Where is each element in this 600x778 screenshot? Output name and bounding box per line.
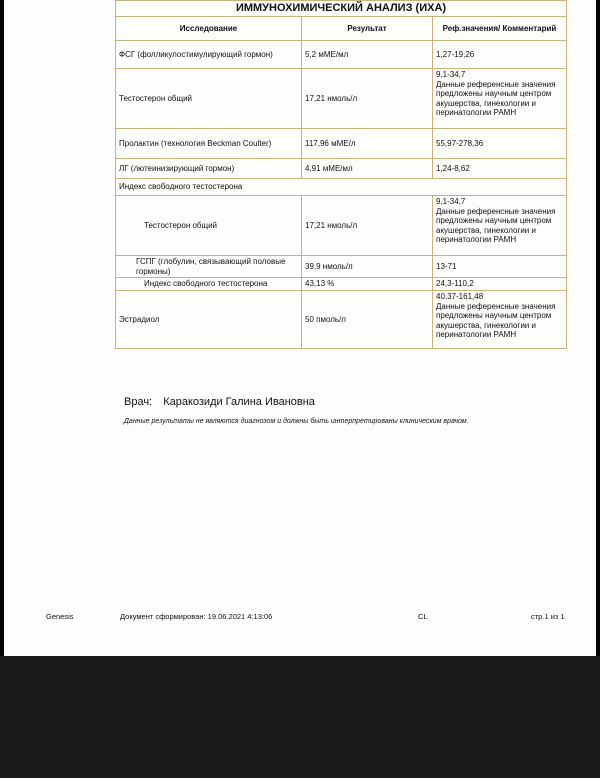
table-row — [116, 196, 567, 256]
footer-code: CL — [418, 612, 428, 621]
table-header-row — [116, 17, 567, 41]
dark-background — [0, 656, 600, 778]
test-name: Тестостерон общий — [116, 69, 302, 129]
test-result: 4,91 мМЕ/мл — [302, 159, 433, 179]
ref-comment: Данные референсные значения предложены научным центром акушерства, гинекологии и перинатологии РАМН — [436, 79, 556, 117]
test-name: Пролактин (технология Beckman Coulter) — [116, 129, 302, 159]
test-ref: 1,27-19,26 — [433, 41, 567, 69]
table-row — [116, 291, 567, 349]
doctor-name: Каракозиди Галина Ивановна — [163, 396, 315, 408]
table-row — [116, 69, 567, 129]
test-result: 43,13 % — [302, 278, 433, 291]
table-row — [116, 159, 567, 179]
test-ref — [433, 291, 567, 349]
header-ref: Реф.значения/ Комментарий — [433, 17, 567, 41]
test-result: 17,21 нмоль/л — [302, 69, 433, 129]
table-row — [116, 129, 567, 159]
test-ref — [433, 196, 567, 256]
test-result: 17,21 нмоль/л — [302, 196, 433, 256]
ref-range: 40,37-161,48 — [436, 292, 484, 301]
doctor-line — [124, 396, 315, 408]
ref-range: 9,1-34,7 — [436, 70, 466, 79]
test-name: Тестостерон общий — [116, 196, 302, 256]
disclaimer: Данные результаты не являются диагнозом и должны быть интерпретированы клиническим врачом. — [124, 418, 469, 425]
header-result: Результат — [302, 17, 433, 41]
test-name: Эстрадиол — [116, 291, 302, 349]
ref-range: 9,1-34,7 — [436, 197, 466, 206]
footer-lab: Genesis — [46, 612, 74, 621]
footer-generated: Документ сформирован: 19.06.2021 4:13:06 — [120, 612, 273, 621]
footer-page: стр.1 из 1 — [531, 612, 565, 621]
header-study: Исследование — [116, 17, 302, 41]
table-row — [116, 41, 567, 69]
test-name: ФСГ (фолликулостимулирующий гормон) — [116, 41, 302, 69]
scan-right-edge — [596, 0, 600, 656]
table-row — [116, 179, 567, 196]
test-result: 50 пмоль/л — [302, 291, 433, 349]
test-ref — [433, 69, 567, 129]
test-name: Индекс свободного тестостерона — [116, 278, 302, 291]
doctor-label: Врач: — [124, 396, 153, 408]
test-result: 39,9 нмоль/л — [302, 256, 433, 278]
ref-comment: Данные референсные значения предложены научным центром акушерства, гинекологии и перинатологии РАМН — [436, 206, 556, 244]
test-ref: 55,97-278,36 — [433, 129, 567, 159]
test-result: 117,96 мМЕ/л — [302, 129, 433, 159]
table-title-row — [116, 1, 567, 17]
table-row — [116, 256, 567, 278]
test-ref: 24,3-110,2 — [433, 278, 567, 291]
results-table — [115, 0, 567, 349]
ref-comment: Данные референсные значения предложены научным центром акушерства, гинекологии и перинатологии РАМН — [436, 301, 556, 339]
test-ref: 1,24-8,62 — [433, 159, 567, 179]
test-result: 5,2 мМЕ/мл — [302, 41, 433, 69]
group-heading: Индекс свободного тестостерона — [116, 179, 567, 196]
table-row — [116, 278, 567, 291]
table-title: ИММУНОХИМИЧЕСКИЙ АНАЛИЗ (ИХА) — [116, 1, 567, 17]
test-ref: 13-71 — [433, 256, 567, 278]
test-name: ЛГ (лютеинизирующий гормон) — [116, 159, 302, 179]
test-name: ГСПГ (глобулин, связывающий половые гормоны) — [116, 256, 302, 278]
